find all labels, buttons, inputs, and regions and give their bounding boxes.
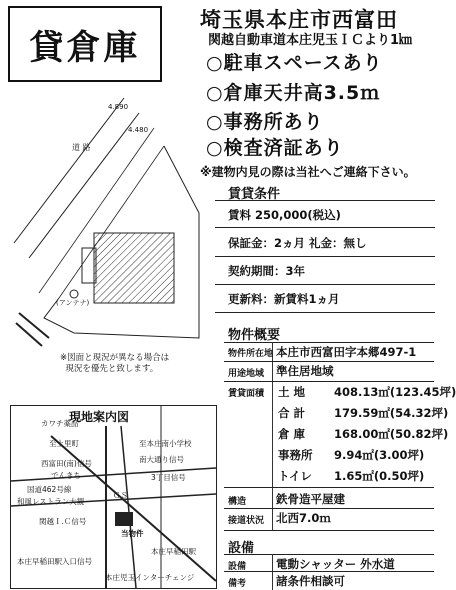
map-label: 国道462号線: [27, 485, 72, 494]
map-label: ＧＳ: [113, 491, 128, 500]
building-footprint: [94, 233, 174, 303]
road-label: 道 路: [72, 143, 91, 152]
address-label: 物件所在地: [228, 349, 274, 359]
map-label: 当物件: [121, 529, 144, 538]
map-label: でんきち: [51, 471, 81, 480]
access-info: 関越自動車道本庄児玉ＩＣより1㎞: [208, 33, 413, 48]
location-heading: 埼玉県本庄市西富田: [200, 8, 398, 32]
dimension-top: 4.890: [108, 103, 129, 111]
feature-inspection: ○検査済証あり: [206, 137, 344, 159]
viewing-note: ※建物内見の際は当社へご連絡下さい。: [200, 165, 416, 179]
map-label: カワチ薬品: [41, 419, 79, 428]
map-label: 3丁目信号: [151, 473, 186, 482]
antenna-label: (アンテナ): [56, 299, 90, 307]
area-row-office: [270, 447, 434, 463]
divider: [215, 284, 435, 285]
road-label: 接道状況: [228, 516, 265, 526]
equip-value: 電動シャッター 外水道: [276, 557, 395, 571]
address-value: 本庄市西富田字本郷497-1: [276, 345, 417, 359]
divider: [224, 571, 434, 572]
equip-label: 設備: [228, 562, 247, 572]
feature-office: ○事務所あり: [206, 111, 324, 133]
divider: [224, 508, 434, 509]
map-label: 本庄早稲田駅入口信号: [17, 557, 92, 566]
divider: [224, 342, 434, 343]
lease-heading: 賃貸条件: [228, 187, 281, 202]
map-label: 和風レストラン大観: [17, 497, 85, 506]
divider: [215, 227, 435, 228]
map-heading: 現地案内図: [69, 410, 130, 424]
site-marker: [115, 512, 133, 526]
zoning-label: 用途地域: [228, 369, 265, 379]
map-label: 西富田(南)信号: [41, 459, 92, 468]
remarks-value: 諸条件相談可: [276, 574, 345, 588]
divider: [215, 312, 435, 313]
divider: [224, 530, 434, 531]
road-value: 北西7.0ｍ: [276, 511, 331, 525]
area-name: 土 地: [278, 385, 306, 399]
rent-text: 賃料 250,000(税込): [228, 208, 341, 222]
area-row-total: [270, 405, 449, 421]
divider: [215, 200, 435, 201]
divider: [224, 361, 434, 362]
area-value: 179.59㎡(54.32坪): [334, 406, 449, 420]
feature-ceiling: ○倉庫天井高3.5ｍ: [206, 82, 381, 104]
area-name: トイレ: [278, 469, 312, 483]
dimension-side: 4.480: [128, 126, 149, 134]
map-label: 本庄早稲田駅: [151, 547, 196, 556]
map-label: 関越Ｉ.Ｃ信号: [39, 517, 87, 526]
overview-heading: 物件概要: [228, 328, 281, 343]
structure-value: 鉄骨造平屋建: [276, 492, 345, 506]
title-box: [8, 6, 162, 82]
area-name: 合 計: [278, 406, 306, 420]
map-label: 本庄児玉インターチェンジ: [105, 573, 195, 582]
map-label: 南大通り信号: [139, 455, 184, 464]
area-map: [10, 405, 217, 589]
area-value: 408.13㎡(123.45坪): [334, 385, 456, 399]
area-label: 賃貸面積: [228, 389, 265, 399]
remarks-label: 備考: [228, 579, 247, 589]
feature-parking: ○駐車スペースあり: [206, 52, 383, 74]
deposit-text: 保証金：2ヵ月 礼金：無し: [228, 236, 367, 250]
site-plan: [4, 88, 204, 348]
equipment-heading: 設備: [228, 541, 255, 556]
structure-label: 構造: [228, 497, 247, 507]
area-value: 9.94㎡(3.00坪): [334, 448, 425, 462]
area-row-warehouse: [270, 426, 449, 442]
area-row-toilet: [270, 468, 434, 484]
zoning-value: 準住居地域: [276, 364, 334, 378]
divider: [224, 554, 434, 555]
area-name: 倉 庫: [278, 427, 306, 441]
area-name: 事務所: [278, 448, 313, 462]
divider: [215, 256, 435, 257]
area-value: 168.00㎡(50.82坪): [334, 427, 449, 441]
map-label: 至上里町: [49, 439, 79, 448]
site-plan-caption: ※図面と現況が異なる場合は 現況を優先と致します。: [60, 353, 170, 374]
divider: [224, 381, 434, 382]
column-divider: [272, 554, 273, 590]
divider: [224, 487, 434, 488]
map-label: 至本庄南小学校: [139, 439, 192, 448]
term-text: 契約期間：3年: [228, 264, 306, 278]
page-title: 貸倉庫: [29, 27, 141, 68]
area-row-land: [270, 384, 456, 400]
renewal-text: 更新料：新賃料1ヵ月: [228, 292, 340, 306]
area-value: 1.65㎡(0.50坪): [334, 469, 425, 483]
